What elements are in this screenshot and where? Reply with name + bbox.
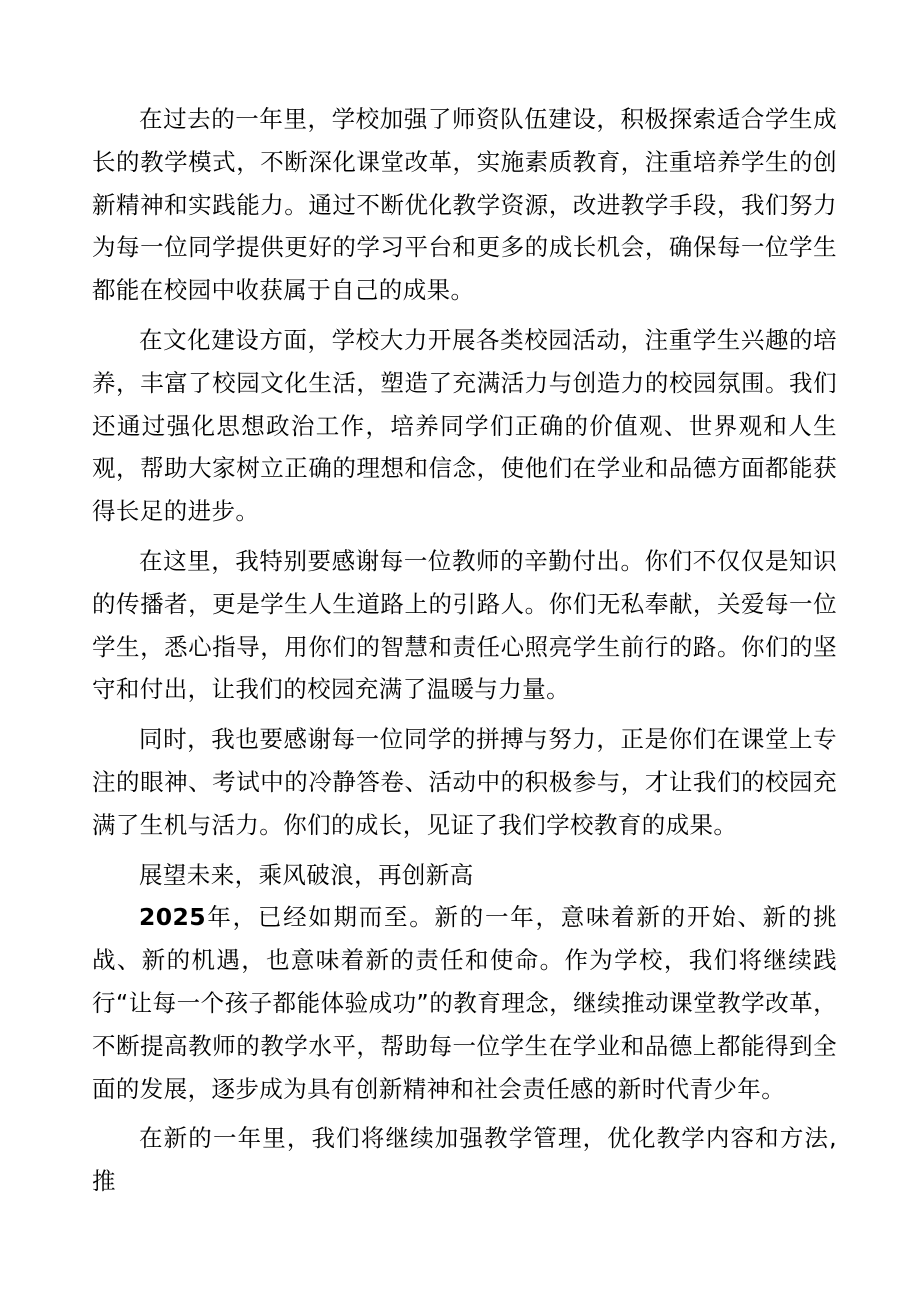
paragraph-thanks-students: 同时，我也要感谢每一位同学的拼搏与努力，正是你们在课堂上专注的眼神、考试中的冷静答卷、活动中的积极参与，才让我们的校园充满了生机与活力。你们的成长，见证了我们学校教育的成果。 xyxy=(92,725,837,839)
paragraph-teaching-achievements: 在过去的一年里，学校加强了师资队伍建设，积极探索适合学生成长的教学模式，不断深化课堂改革，实施素质教育，注重培养学生的创新精神和实践能力。通过不断优化教学资源，改进教学手段，我们努力为每一位同学提供更好的学习平台和更多的成长机会，确保每一位学生都能在校园中收获属于自己的成果。 xyxy=(92,105,837,305)
paragraph-new-year xyxy=(92,896,837,1110)
year-paragraph-text: 年，已经如期而至。新的一年，意味着新的开始、新的挑战、新的机遇，也意味着新的责任和使命。作为学校，我们将继续践行“让每一个孩子都能体验成功”的教育理念，继续推动课堂教学改革，不断提高教师的教学水平，帮助每一位学生在学业和品德上都能得到全面的发展，逐步成为具有创新精神和社会责任感的新时代青少年。 xyxy=(92,903,837,1103)
section-heading: 展望未来，乘风破浪，再创新高 xyxy=(139,860,474,889)
paragraph-next-year-plan: 在新的一年里，我们将继续加强教学管理，优化教学内容和方法,推 xyxy=(92,1124,837,1196)
paragraph-culture-building: 在文化建设方面，学校大力开展各类校园活动，注重学生兴趣的培养，丰富了校园文化生活，塑造了充满活力与创造力的校园氛围。我们还通过强化思想政治工作，培养同学们正确的价值观、世界观和人生观，帮助大家树立正确的理想和信念，使他们在学业和品德方面都能获得长足的进步。 xyxy=(92,325,837,526)
document-body xyxy=(92,98,837,1210)
year-number: 2025 xyxy=(139,903,207,932)
paragraph-thanks-teachers: 在这里，我特别要感谢每一位教师的辛勤付出。你们不仅仅是知识的传播者，更是学生人生道路上的引路人。你们无私奉献，关爱每一位学生，悉心指导，用你们的智慧和责任心照亮学生前行的路。你们的坚守和付出，让我们的校园充满了温暖与力量。 xyxy=(92,546,837,704)
